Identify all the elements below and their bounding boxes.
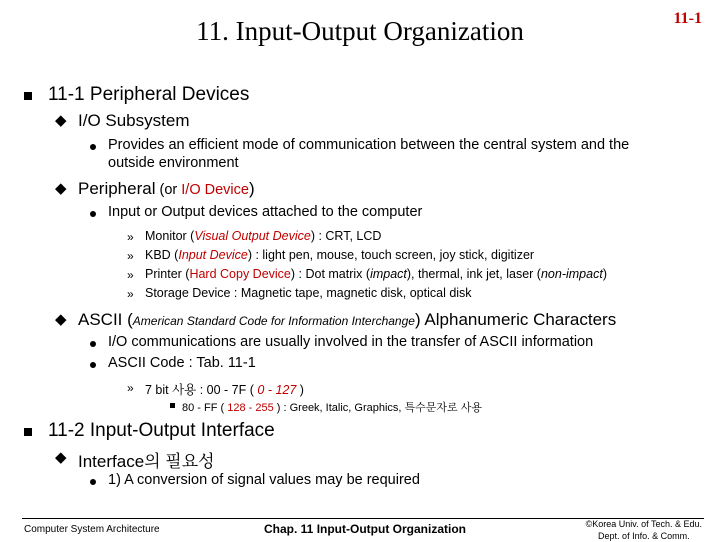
- io-subsystem-text-line2: outside environment: [108, 155, 239, 171]
- printer-nonimpact: non-impact: [540, 267, 603, 281]
- peripheral-heading-or: (or: [155, 182, 182, 198]
- diamond-bullet-icon: ◆: [55, 112, 67, 129]
- ascii-heading-expansion: American Standard Code for Information Interchange: [132, 314, 415, 328]
- peripheral-heading-io-device: I/O Device: [181, 182, 249, 198]
- peripheral-heading-word: Peripheral: [78, 179, 156, 198]
- ascii-ff-line: [182, 399, 482, 415]
- interface-heading: Interface의 필요성: [78, 452, 215, 471]
- raquo-bullet-icon: »: [127, 287, 134, 301]
- raquo-bullet-icon: »: [127, 249, 134, 263]
- square-bullet-small-icon: [170, 403, 175, 408]
- dot-bullet-icon: [90, 362, 96, 368]
- kbd-label: KBD (: [145, 248, 179, 262]
- dot-bullet-icon: [90, 341, 96, 347]
- kbd-type: Input Device: [178, 248, 248, 262]
- io-subsystem-text-line1: Provides an efficient mode of communication between the central system and the: [108, 137, 630, 153]
- square-bullet-icon: [24, 428, 32, 436]
- raquo-bullet-icon: »: [127, 268, 134, 282]
- square-bullet-icon: [24, 92, 32, 100]
- ascii-7bit-line: [145, 380, 304, 398]
- section-heading-peripheral-devices: 11-1 Peripheral Devices: [48, 84, 250, 105]
- footer-left: Computer System Architecture: [24, 524, 160, 535]
- io-subsystem-heading: I/O Subsystem: [78, 111, 190, 130]
- printer-line: [145, 267, 607, 281]
- slide-title: 11. Input-Output Organization: [196, 16, 524, 46]
- ascii-7bit-close: ): [296, 383, 304, 397]
- ascii-heading-end: ) Alphanumeric Characters: [414, 310, 617, 329]
- printer-label: Printer (: [145, 267, 190, 281]
- interface-item: 1) A conversion of signal values may be required: [108, 472, 420, 488]
- diamond-bullet-icon: ◆: [55, 311, 67, 328]
- ascii-7bit-range: 0 - 127: [257, 383, 297, 397]
- monitor-label: Monitor (: [145, 229, 195, 243]
- monitor-examples: ) : CRT, LCD: [310, 229, 382, 243]
- kbd-line: [145, 248, 534, 262]
- ascii-item1: I/O communications are usually involved in the transfer of ASCII information: [108, 334, 594, 350]
- footer-right-line1: ©Korea Univ. of Tech. & Edu.: [585, 519, 702, 529]
- printer-close: ): [602, 267, 607, 281]
- ascii-item2: ASCII Code : Tab. 11-1: [108, 355, 256, 371]
- peripheral-item: Input or Output devices attached to the computer: [108, 204, 423, 220]
- footer-center: Chap. 11 Input-Output Organization: [264, 522, 466, 536]
- printer-others: ), thermal, ink jet, laser (: [406, 267, 541, 281]
- printer-type: Hard Copy Device: [189, 267, 291, 281]
- diamond-bullet-icon: ◆: [55, 449, 67, 466]
- footer-right-line2: Dept. of Info. & Comm.: [598, 531, 690, 541]
- monitor-line: [145, 229, 381, 243]
- ascii-ff-label: 80 - FF (: [182, 402, 228, 414]
- diamond-bullet-icon: ◆: [55, 180, 67, 197]
- printer-dotmatrix: ) : Dot matrix (: [290, 267, 371, 281]
- footer-right: [586, 518, 702, 542]
- peripheral-heading-close: ): [248, 179, 255, 198]
- ascii-heading-start: ASCII (: [78, 310, 133, 329]
- section-heading-io-interface: 11-2 Input-Output Interface: [48, 420, 275, 441]
- slide-number: 11-1: [673, 10, 702, 27]
- ascii-heading: [78, 310, 616, 330]
- raquo-bullet-icon: »: [127, 381, 134, 395]
- raquo-bullet-icon: »: [127, 230, 134, 244]
- kbd-examples: ) : light pen, mouse, touch screen, joy stick, digitizer: [247, 248, 535, 262]
- dot-bullet-icon: [90, 144, 96, 150]
- ascii-ff-range: 128 - 255: [227, 402, 274, 414]
- peripheral-heading: [78, 179, 255, 199]
- dot-bullet-icon: [90, 211, 96, 217]
- ascii-ff-desc: ) : Greek, Italic, Graphics, 특수문자로 사용: [273, 402, 482, 414]
- printer-impact: impact: [370, 267, 407, 281]
- storage-line: Storage Device : Magnetic tape, magnetic disk, optical disk: [145, 286, 472, 300]
- dot-bullet-icon: [90, 479, 96, 485]
- monitor-type: Visual Output Device: [194, 229, 311, 243]
- ascii-7bit-label: 7 bit 사용 : 00 - 7F (: [145, 383, 258, 397]
